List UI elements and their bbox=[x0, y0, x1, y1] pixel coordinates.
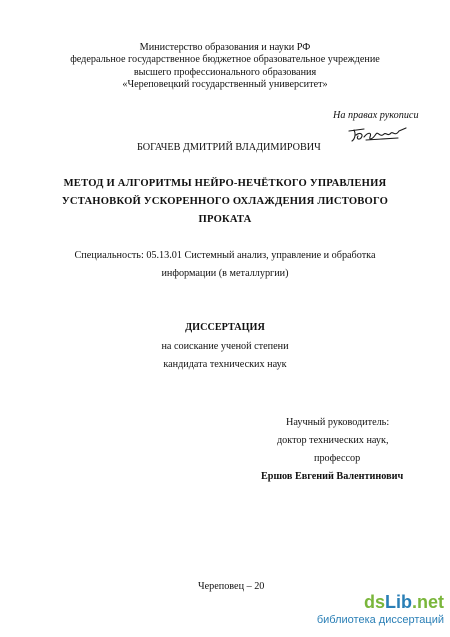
title-line: ПРОКАТА bbox=[198, 214, 252, 225]
supervisor-degree: доктор технических наук, bbox=[277, 435, 389, 446]
logo-lib: Lib bbox=[384, 592, 412, 612]
ministry-line: Министерство образования и науки РФ bbox=[139, 42, 311, 53]
supervisor-label: Научный руководитель: bbox=[286, 417, 390, 428]
degree-purpose-line: на соискание ученой степени bbox=[161, 341, 289, 352]
specialty-line: Специальность: 05.13.01 Системный анализ, управление и обработка bbox=[74, 250, 376, 261]
title-line: УСТАНОВКОЙ УСКОРЕННОГО ОХЛАЖДЕНИЯ ЛИСТОВОГО bbox=[61, 196, 389, 207]
work-type: ДИССЕРТАЦИЯ bbox=[185, 322, 265, 333]
degree-purpose-line: кандидата технических наук bbox=[163, 359, 287, 370]
logo-ds: ds bbox=[363, 592, 385, 612]
supervisor-name: Ершов Евгений Валентинович bbox=[261, 471, 404, 482]
ministry-line: федеральное государственное бюджетное образовательное учреждение bbox=[70, 54, 380, 65]
ministry-line: «Череповецкий государственный университет» bbox=[122, 79, 328, 90]
dslib-watermark-logo bbox=[314, 592, 444, 632]
author-name: БОГАЧЕВ ДМИТРИЙ ВЛАДИМИРОВИЧ bbox=[137, 142, 321, 153]
city-year: Череповец – 20 bbox=[198, 581, 265, 592]
ministry-line: высшего профессионального образования bbox=[133, 67, 317, 78]
dslib-logo-tagline: библиотека диссертаций bbox=[316, 614, 444, 626]
specialty-line: информации (в металлургии) bbox=[161, 268, 289, 279]
signature-image bbox=[346, 122, 410, 144]
dslib-logo-wordmark bbox=[364, 592, 444, 612]
manuscript-note: На правах рукописи bbox=[333, 110, 419, 121]
supervisor-rank: профессор bbox=[314, 453, 361, 464]
title-line: МЕТОД И АЛГОРИТМЫ НЕЙРО-НЕЧЁТКОГО УПРАВЛЕНИЯ bbox=[63, 178, 387, 189]
logo-net: .net bbox=[411, 592, 444, 612]
